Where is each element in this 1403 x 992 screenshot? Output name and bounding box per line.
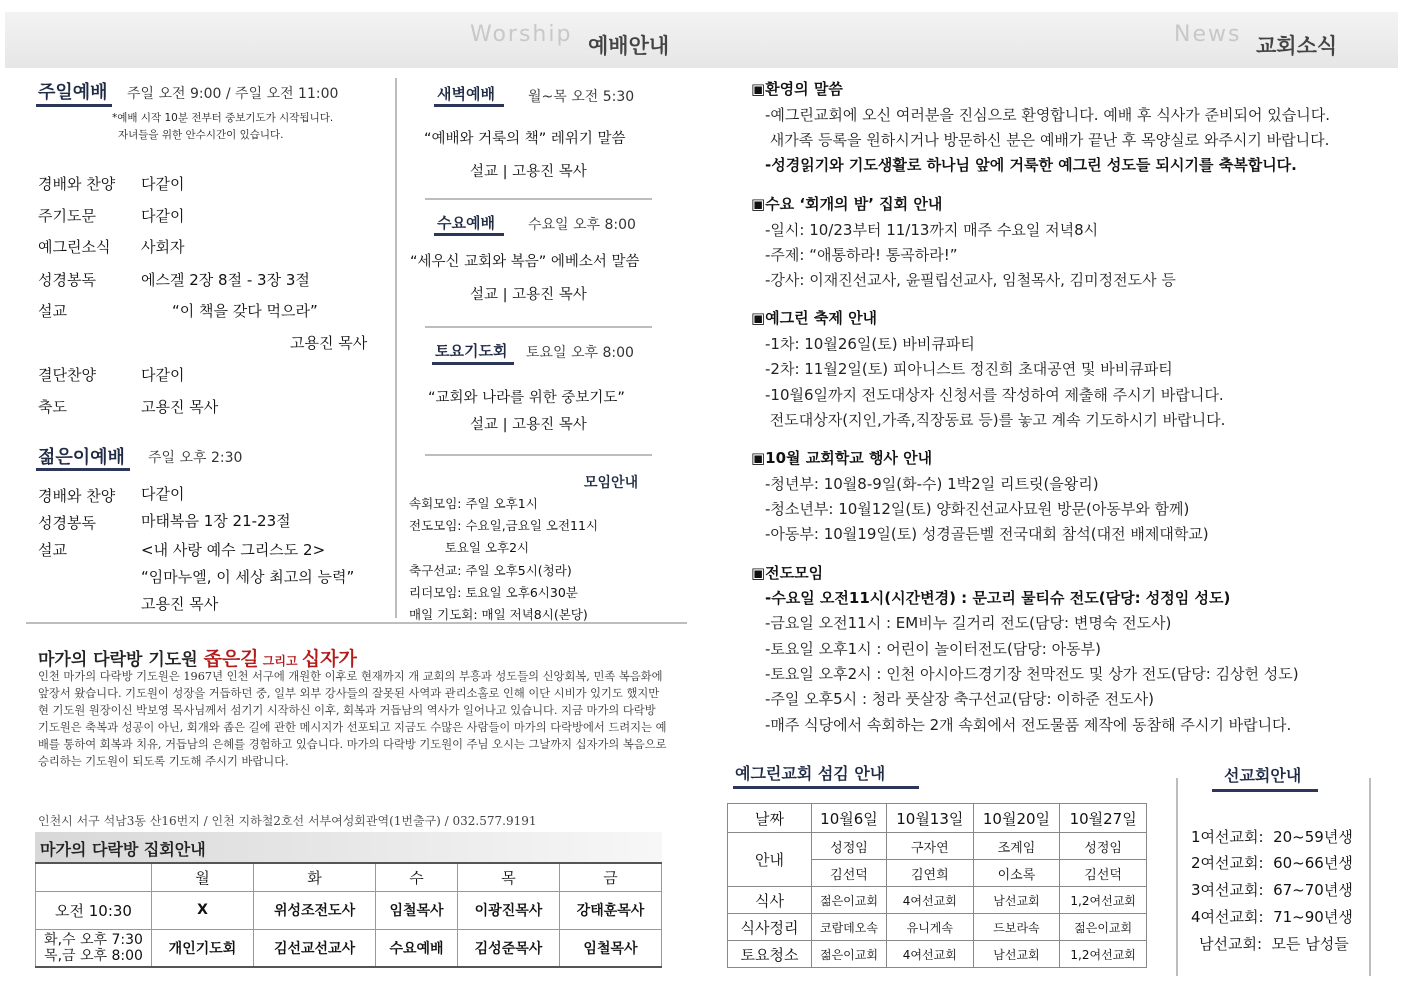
column-divider [395, 78, 397, 618]
youth-underline [36, 468, 130, 471]
wednesday-underline [434, 233, 504, 236]
serving-underline [733, 786, 919, 789]
wednesday-time: 수요일 오후 8:00 [528, 217, 636, 233]
table-cell: 젊은이교회 [1060, 914, 1147, 941]
table-cell: 성정임 [1060, 833, 1147, 860]
youth-row-value: 다같이 [141, 485, 185, 503]
saturday-theme: “교회와 나라를 위한 중보기도” [428, 390, 625, 406]
serving-title: 예그린교회 섬김 안내 [735, 764, 886, 783]
table-row [36, 863, 662, 891]
table-cell [36, 863, 152, 891]
table-row [36, 891, 662, 929]
table-cell: 이소록 [973, 860, 1060, 887]
table-cell: 김선덕 [1060, 860, 1147, 887]
saturday-time: 토요일 오후 8:00 [526, 345, 634, 361]
sunday-row-label: 축도 [38, 398, 67, 416]
news-line: -일시: 10/23부터 11/13까지 매주 수요일 저녁8시 [765, 221, 1099, 239]
sunday-row-value: 다같이 [141, 366, 185, 384]
table-cell: 10월20일 [973, 804, 1060, 833]
youth-row-label: 설교 [38, 541, 67, 559]
saturday-underline [432, 362, 514, 365]
table-cell: 강태훈목사 [559, 891, 661, 929]
table-cell: 이광진목사 [457, 891, 559, 929]
dawn-title: 새벽예배 [437, 85, 495, 103]
meeting-table [35, 862, 662, 968]
saturday-preacher: 설교 | 고용진 목사 [470, 417, 587, 433]
meetings-title: 모임안내 [584, 475, 639, 491]
sunday-row-value: 사회자 [141, 238, 185, 256]
table-cell: 임철목사 [376, 891, 458, 929]
table-cell: 수 [376, 863, 458, 891]
table-row [36, 929, 662, 967]
news-line: -청년부: 10월8-9일(화-수) 1박2일 리트릿(을왕리) [765, 475, 1099, 493]
table-cell: 김선교선교사 [253, 929, 375, 967]
table-cell: 월 [152, 863, 254, 891]
table-cell: 4여선교회 [886, 887, 973, 914]
news-title-welcome: ▣환영의 말씀 [751, 80, 843, 98]
sunday-row-label: 결단찬양 [38, 366, 96, 384]
mission-title: 선교회안내 [1224, 766, 1302, 785]
table-cell: 구자연 [886, 833, 973, 860]
time-line: 목,금 오후 8:00 [44, 947, 143, 964]
prayer-house-body: 인천 마가의 다락방 기도원은 1967년 인천 서구에 개원한 이후로 현재까지 개 교회의 부흥과 성도들의 신앙회복, 민족 복음화에 앞장서 왔습니다. 기도원이 성장을 거듭하던 중, 일부 외부 강사들의 잘못된 사역과 관리소홀로 인해 이단 시비가 있기도 했지만 현 기도원 원장이신 박보영 목사님께서 섬기기 시작하신 이후, 회복과 거듭남의 역사가 일어나고 있습니다. 지금 마가의 다락방 기도원은 축복과 성공이 아닌, 회개와 좁은 길에 관한 메시지가 선포되고 지금도 수많은 사람들이 마가의 다락방에서 드려지는 예배를 통하여 회복과 치유, 거듭남의 은혜를 경험하고 있습니다. 마가의 다락방 기도원이 주님 오시는 그날까지 십자가의 복음으로 승리하는 기도원이 되도록 기도해 주시기 바랍니다. [38, 670, 667, 769]
news-title-school: ▣10월 교회학교 행사 안내 [751, 449, 933, 467]
mission-border-left [1176, 778, 1178, 976]
mission-border-right [1369, 778, 1371, 976]
sunday-row-label: 성경봉독 [38, 271, 96, 289]
news-line: -토요일 오후2시 : 인천 아시아드경기장 천막전도 및 상가 전도(담당: 김상헌 성도) [765, 665, 1299, 683]
table-cell: 화 [253, 863, 375, 891]
divider [425, 326, 652, 328]
youth-time: 주일 오후 2:30 [148, 450, 243, 466]
table-cell: 개인기도회 [152, 929, 254, 967]
table-cell: 김성준목사 [457, 929, 559, 967]
news-line: -매주 식당에서 속회하는 2개 속회에서 전도물품 제작에 동참해 주시기 바랍니다. [765, 716, 1292, 734]
youth-sermon-series: <내 사랑 예수 그리스도 2> [141, 541, 326, 559]
mission-line: 4여선교회: 71~90년생 [1191, 908, 1353, 926]
youth-title: 젊은이예배 [38, 447, 125, 468]
sunday-title: 주일예배 [38, 82, 108, 103]
dawn-theme: “예배와 거룩의 책” 레위기 말씀 [424, 131, 626, 147]
table-cell: 남선교회 [973, 887, 1060, 914]
youth-preacher: 고용진 목사 [141, 595, 219, 613]
table-cell: 10월13일 [886, 804, 973, 833]
table-row [728, 887, 1147, 914]
news-line: -2차: 11월2일(토) 피아니스트 정진희 초대공연 및 바비큐파티 [765, 360, 1173, 378]
meeting-line: 전도모임: 수요일,금요일 오전11시 [409, 518, 599, 533]
mission-line: 2여선교회: 60~66년생 [1191, 854, 1353, 872]
table-cell: 김연희 [886, 860, 973, 887]
table-cell: 남선교회 [973, 941, 1060, 968]
table-cell: 조계임 [973, 833, 1060, 860]
table-cell: 젊은이교회 [812, 887, 887, 914]
sunday-row-label: 설교 [38, 302, 67, 320]
header-news-ko: 교회소식 [1256, 34, 1338, 58]
table-cell: 오전 10:30 [36, 891, 152, 929]
meeting-line: 속회모임: 주일 오후1시 [409, 496, 538, 511]
table-cell: 임철목사 [559, 929, 661, 967]
sunday-row-value: 에스겔 2장 8절 - 3장 3절 [141, 271, 310, 289]
sunday-sermon-title: “이 책을 갖다 먹으라” [172, 302, 318, 320]
table-cell: 코람데오속 [812, 914, 887, 941]
meeting-table-title: 마가의 다락방 집회안내 [40, 840, 206, 859]
table-cell: 유니게속 [886, 914, 973, 941]
news-line: -금요일 오전11시 : EM비누 길거리 전도(담당: 변명숙 전도사) [765, 614, 1172, 632]
news-line: -예그린교회에 오신 여러분을 진심으로 환영합니다. 예배 후 식사가 준비되어 있습니다. [765, 106, 1331, 124]
sunday-row-value: 다같이 [141, 207, 185, 225]
sunday-note-2: 자녀들을 위한 안수시간이 있습니다. [118, 129, 284, 141]
news-line: -토요일 오후1시 : 어린이 놀이터전도(담당: 아동부) [765, 640, 1101, 658]
meeting-line: 리더모임: 토요일 오후6시30분 [409, 585, 578, 600]
sunday-preacher: 고용진 목사 [290, 334, 368, 352]
table-cell: 드보라속 [973, 914, 1060, 941]
dawn-preacher: 설교 | 고용진 목사 [470, 164, 587, 180]
prayer-house-address: 인천시 서구 석남3동 산16번지 / 인천 지하철2호선 서부여성회관역(1번출구) / 032.577.9191 [38, 814, 537, 828]
table-cell: 날짜 [728, 804, 812, 833]
news-line: 새가족 등록을 원하시거나 방문하신 분은 예배가 끝난 후 목양실로 와주시기 바랍니다. [765, 131, 1330, 149]
sunday-row-value: 다같이 [141, 175, 185, 193]
time-line: 화,수 오후 7:30 [44, 931, 143, 948]
mission-line: 남선교회: 모든 남성들 [1199, 935, 1349, 953]
table-cell: 안내 [728, 833, 812, 887]
mission-line: 3여선교회: 67~70년생 [1191, 881, 1353, 899]
prayer-house-title-d: 십자가 [301, 648, 357, 670]
youth-sermon-title: “임마누엘, 이 세상 최고의 능력” [141, 568, 355, 586]
youth-row-label: 경배와 찬양 [38, 487, 116, 505]
divider [425, 198, 652, 200]
meeting-line: 토요일 오후2시 [409, 540, 530, 555]
serving-table [727, 803, 1147, 968]
news-line: -아동부: 10월19일(토) 성경골든벨 전국대회 참석(대전 배제대학교) [765, 525, 1209, 543]
section-divider [26, 622, 687, 624]
news-title-festival: ▣예그린 축제 안내 [751, 309, 878, 327]
divider [425, 454, 652, 456]
wednesday-theme: “세우신 교회와 복음” 에베소서 말씀 [410, 254, 640, 270]
sunday-row-value: 고용진 목사 [141, 398, 219, 416]
table-cell: 1,2여선교회 [1060, 941, 1147, 968]
sunday-row-label: 주기도문 [38, 207, 96, 225]
table-row [728, 914, 1147, 941]
table-cell: 1,2여선교회 [1060, 887, 1147, 914]
meeting-line: 매일 기도회: 매일 저녁8시(본당) [409, 607, 588, 622]
header-news-en: News [1174, 22, 1242, 47]
dawn-underline [434, 104, 504, 107]
table-cell: 금 [559, 863, 661, 891]
prayer-house-title-b: 좁은길 [203, 648, 259, 670]
news-line: -성경읽기와 기도생활로 하나님 앞에 거룩한 예그린 성도들 되시기를 축복합니다. [765, 156, 1297, 174]
table-cell [36, 929, 152, 967]
sunday-note-1: *예배 시작 10분 전부터 중보기도가 시작됩니다. [112, 112, 334, 124]
mission-line: 1여선교회: 20~59년생 [1191, 828, 1353, 846]
sunday-underline [36, 104, 112, 107]
table-cell: 김선덕 [812, 860, 887, 887]
sunday-row-label: 예그린소식 [38, 238, 111, 256]
meeting-line: 축구선교: 주일 오후5시(청라) [409, 563, 572, 578]
table-cell: 젊은이교회 [812, 941, 887, 968]
table-cell: 식사 [728, 887, 812, 914]
table-row [728, 941, 1147, 968]
mission-underline [1212, 789, 1318, 792]
prayer-house-title [38, 644, 357, 671]
table-row [728, 833, 1147, 860]
news-title-wednesday: ▣수요 ‘회개의 밤’ 집회 안내 [751, 195, 943, 213]
dawn-time: 월~목 오전 5:30 [528, 89, 635, 105]
table-cell: 10월6일 [812, 804, 887, 833]
news-line: -10월6일까지 전도대상자 신청서를 작성하여 제출해 주시기 바랍니다. [765, 386, 1224, 404]
table-cell: X [152, 891, 254, 929]
wednesday-title: 수요예배 [437, 214, 495, 232]
table-cell: 수요예배 [376, 929, 458, 967]
news-line: -1차: 10월26일(토) 바비큐파티 [765, 335, 975, 353]
sunday-row-label: 경배와 찬양 [38, 175, 116, 193]
prayer-house-title-a: 마가의 다락방 기도원 [38, 650, 204, 670]
news-line: -강사: 이재진선교사, 윤필립선교사, 임철목사, 김미정전도사 등 [765, 271, 1176, 289]
news-line: -주일 오후5시 : 청라 풋살장 축구선교(담당: 이하준 전도사) [765, 690, 1154, 708]
news-line: -수요일 오전11시(시간변경) : 문고리 물티슈 전도(담당: 성정임 성도) [765, 589, 1231, 607]
header-worship-en: Worship [470, 22, 573, 47]
news-line: -청소년부: 10월12일(토) 양화진선교사묘원 방문(아동부와 함께) [765, 500, 1190, 518]
wednesday-preacher: 설교 | 고용진 목사 [470, 287, 587, 303]
news-title-evangelism: ▣전도모임 [751, 564, 824, 582]
youth-row-label: 성경봉독 [38, 514, 96, 532]
table-cell: 10월27일 [1060, 804, 1147, 833]
saturday-title: 토요기도회 [435, 342, 508, 360]
table-row [728, 804, 1147, 833]
news-line: 전도대상자(지인,가족,직장동료 등)를 놓고 계속 기도하시기 바랍니다. [765, 411, 1226, 429]
table-cell: 위성조전도사 [253, 891, 375, 929]
table-cell: 목 [457, 863, 559, 891]
table-cell: 성정임 [812, 833, 887, 860]
header-worship-ko: 예배안내 [588, 34, 670, 58]
sunday-times: 주일 오전 9:00 / 주일 오전 11:00 [127, 86, 339, 102]
youth-row-value: 마태복음 1장 21-23절 [141, 512, 291, 530]
news-line: -주제: “애통하라! 통곡하라!” [765, 246, 958, 264]
table-cell: 식사정리 [728, 914, 812, 941]
prayer-house-title-c: 그리고 [258, 654, 302, 668]
table-cell: 토요청소 [728, 941, 812, 968]
table-cell: 4여선교회 [886, 941, 973, 968]
